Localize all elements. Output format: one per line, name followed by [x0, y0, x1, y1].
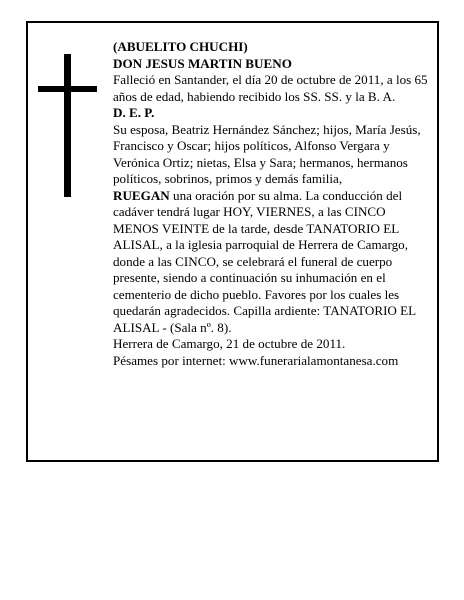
ceremony-details — [113, 188, 428, 337]
ruegan-text: una oración por su alma. La conducción del cadáver tendrá lugar HOY, VIERNES, a las CINCO MENOS VEINTE de la tarde, desde TANATORIO EL ALISAL, a la iglesia parroquial de Herrera de Camargo, donde a las CINCO, se celebrará el funeral de cuerpo presente, siendo a continuación su inhumación en el cementerio de dicho pueblo. Favores por los cuales les quedarán agradecidos. Capilla ardiente: TANATORIO EL ALISAL - (Sala nº. 8). — [113, 187, 416, 335]
deceased-name: DON JESUS MARTIN BUENO — [113, 55, 292, 71]
ruegan-word: RUEGAN — [113, 187, 170, 203]
death-announcement: Falleció en Santander, el día 20 de octubre de 2011, a los 65 años de edad, habiendo recibido los SS. SS. y la B. A. — [113, 72, 428, 104]
place-date: Herrera de Camargo, 21 de octubre de 2011. — [113, 336, 346, 351]
nickname: (ABUELITO CHUCHI) — [113, 39, 248, 54]
obituary-text — [113, 39, 428, 369]
dep-label: D. E. P. — [113, 105, 155, 120]
family-list: Su esposa, Beatriz Hernández Sánchez; hijos, María Jesús, Francisco y Oscar; hijos políticos, Alfonso Vergara y Verónica Ortiz; nietas, Elsa y Sara; hermanos, hermanos políticos, sobrinos, primos y demás familia, — [113, 121, 421, 186]
cross-icon — [64, 54, 71, 197]
cross-icon-bar — [38, 86, 97, 92]
condolences-link: Pésames por internet: www.funerarialamontanesa.com — [113, 352, 399, 368]
